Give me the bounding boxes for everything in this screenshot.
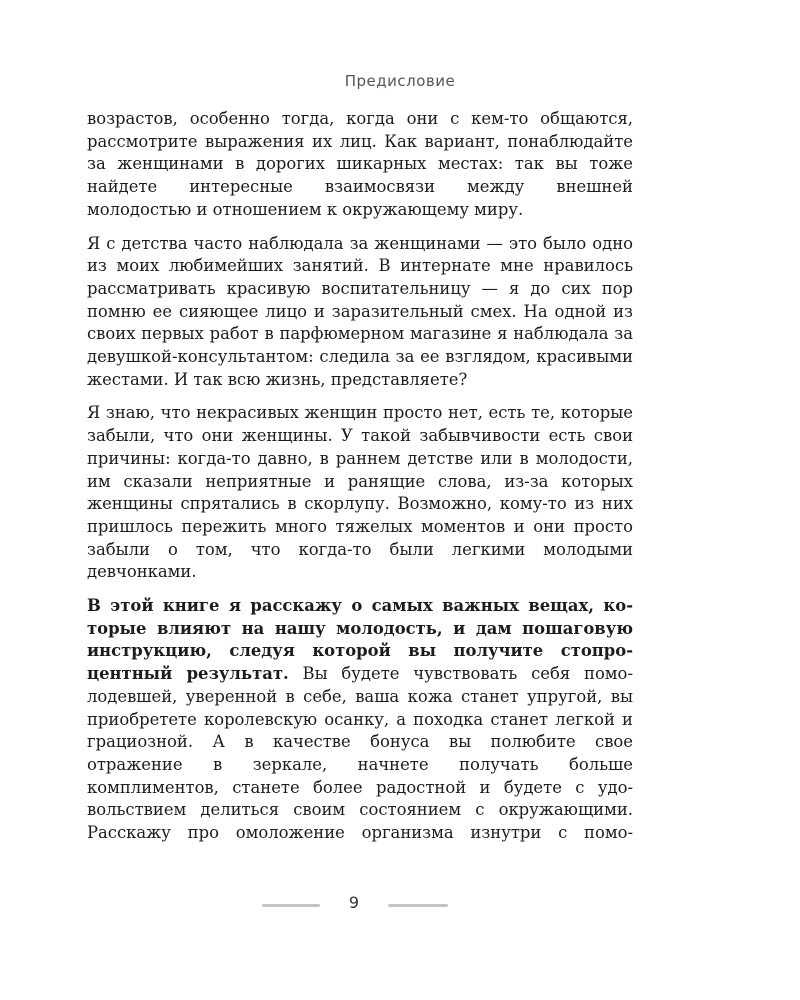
paragraph-4	[87, 595, 633, 845]
paragraph-3: Я знаю, что некрасивых женщин просто нет, есть те, которые забыли, что они женщины. У такой забывчивости есть свои причины: когда-то давно, в раннем детстве или в молодости, им сказали неприятные и ранящие слова, из-за которых женщины спрятались в скорлупу. Возможно, кому-то из них пришлось пережить много тяжелых моментов и они просто забыли о том, что когда-то были легкими молодыми девчонками.	[87, 403, 633, 582]
footer-rule-right	[388, 904, 448, 907]
running-header: Предисловие	[344, 72, 456, 90]
page-body	[87, 108, 633, 845]
page-footer	[0, 893, 800, 917]
page-number: 9	[348, 893, 360, 912]
paragraph-2: Я с детства часто наблюдала за женщинами — это было одно из моих любимейших занятий. В интернате мне нравилось рассматривать красивую воспитательницу — я до сих пор помню ее сияющее лицо и заразительный смех. На одной из своих первых работ в парфюмерном магазине я наблюдала за девушкой-консультантом: следила за ее взглядом, красивыми жестами. И так всю жизнь, представляете?	[87, 233, 633, 389]
paragraph-1: возрастов, особенно тогда, когда они с кем-то общаются, рассмотрите выражения их лиц. Как вариант, понаблюдайте за женщинами в дорогих шикарных местах: так вы тоже найдете интересные взаимосвязи между внешней молодостью и отношением к окружающему миру.	[87, 109, 633, 219]
paragraph-4-bold-lead: В этой книге я расскажу о самых важных вещах, которые влияют на нашу молодость, и дам пошаговую инструкцию, следуя которой вы получите стопроцентный результат.	[87, 596, 633, 684]
paragraph-4-body: Вы будете чувствовать себя помолодевшей, уверенной в себе, ваша кожа станет упругой, вы приобретете королевскую осанку, а походка станет легкой и грациозной. А в качестве бонуса вы полюбите свое отражение в зеркале, начнете получать больше комплиментов, станете более радостной и будете с удовольствием делиться своим состоянием с окружающими. Расскажу про омоложение организма изнутри с помо-	[87, 664, 633, 843]
footer-rule-left	[262, 904, 320, 907]
